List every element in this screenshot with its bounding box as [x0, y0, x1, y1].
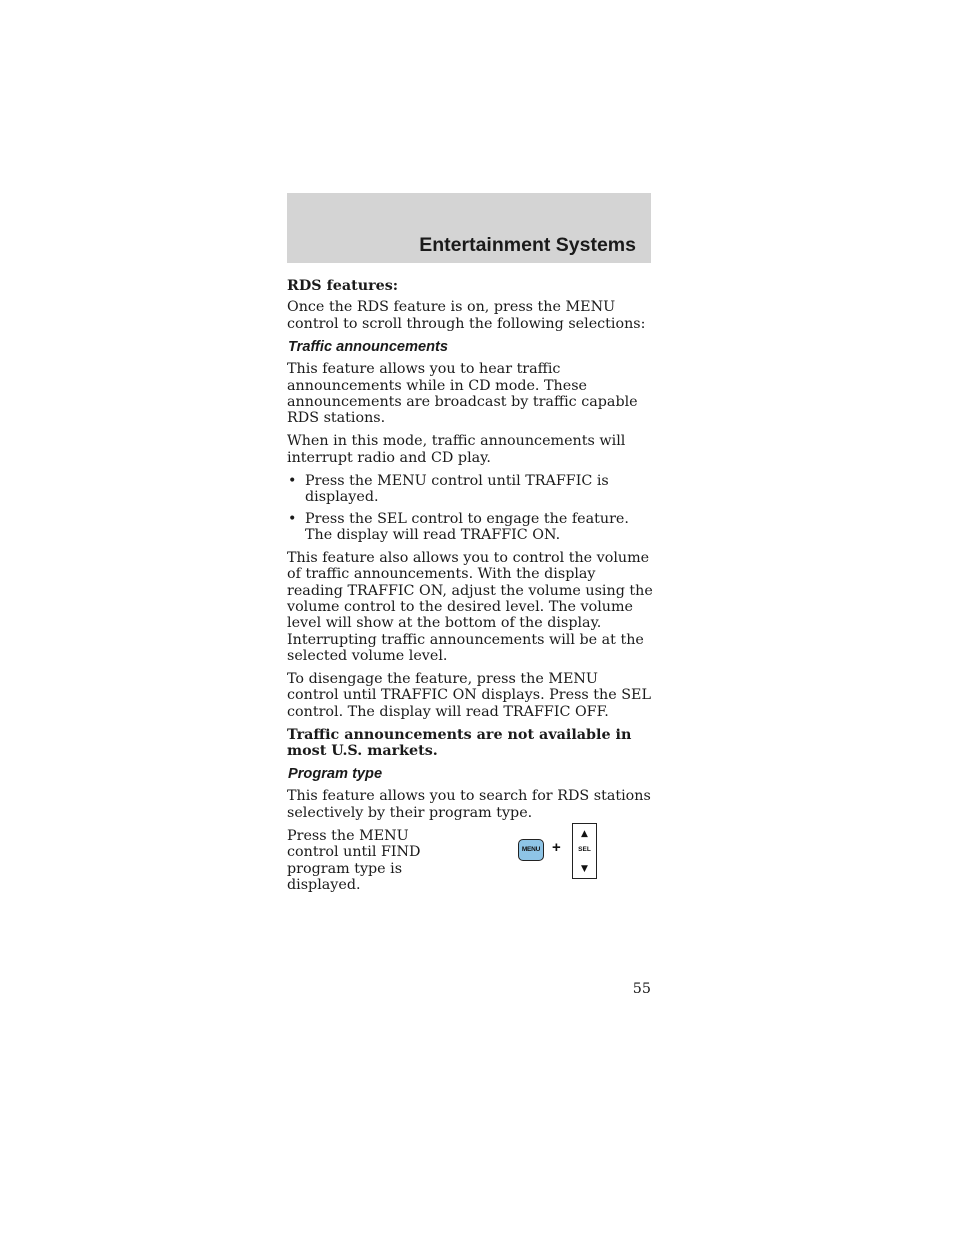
- program-paragraph-1: This feature allows you to search for RDS stations selectively by their program type.: [287, 788, 651, 821]
- sel-control-icon: [572, 823, 597, 879]
- traffic-bullet-list: [287, 473, 653, 544]
- traffic-paragraph-1: This feature allows you to hear traffic announcements while in CD mode. These announcements are broadcast by traffic capable RDS stations.: [287, 361, 638, 427]
- program-type-heading: Program type: [288, 766, 383, 783]
- traffic-paragraph-2: When in this mode, traffic announcements will interrupt radio and CD play.: [287, 433, 626, 466]
- arrow-down-icon: ▼: [581, 863, 588, 874]
- page-number: 55: [632, 981, 651, 997]
- rds-features-heading: RDS features:: [287, 278, 399, 294]
- program-type-instruction-row: [287, 828, 653, 894]
- traffic-paragraph-3: This feature also allows you to control the volume of traffic announcements. With the display reading TRAFFIC ON, adjust the volume using the volume control to the desired level. The volume level will show at the bottom of the display. Interrupting traffic announcements will be at the selected volume level.: [287, 549, 653, 665]
- sel-label: SEL: [578, 845, 591, 853]
- section-header-band: [287, 193, 651, 263]
- traffic-availability-note: Traffic announcements are not available in most U.S. markets.: [287, 726, 632, 760]
- traffic-bullet-item: • Press the MENU control until TRAFFIC is displayed.: [287, 473, 653, 506]
- traffic-announcements-heading: Traffic announcements: [288, 338, 449, 355]
- menu-button-icon: MENU: [518, 839, 544, 861]
- rds-intro-paragraph: Once the RDS feature is on, press the MENU control to scroll through the following selections:: [287, 299, 646, 332]
- program-paragraph-2: Press the MENU control until FIND program type is displayed.: [287, 827, 421, 893]
- plus-icon: +: [552, 838, 561, 856]
- traffic-bullet-item: • Press the SEL control to engage the feature. The display will read TRAFFIC ON.: [287, 511, 653, 544]
- traffic-paragraph-4: To disengage the feature, press the MENU control until TRAFFIC ON displays. Press the SEL control. The display will read TRAFFIC OFF.: [287, 671, 651, 720]
- arrow-up-icon: ▲: [581, 828, 588, 839]
- page-content: [287, 278, 653, 894]
- section-title: Entertainment Systems: [419, 234, 636, 256]
